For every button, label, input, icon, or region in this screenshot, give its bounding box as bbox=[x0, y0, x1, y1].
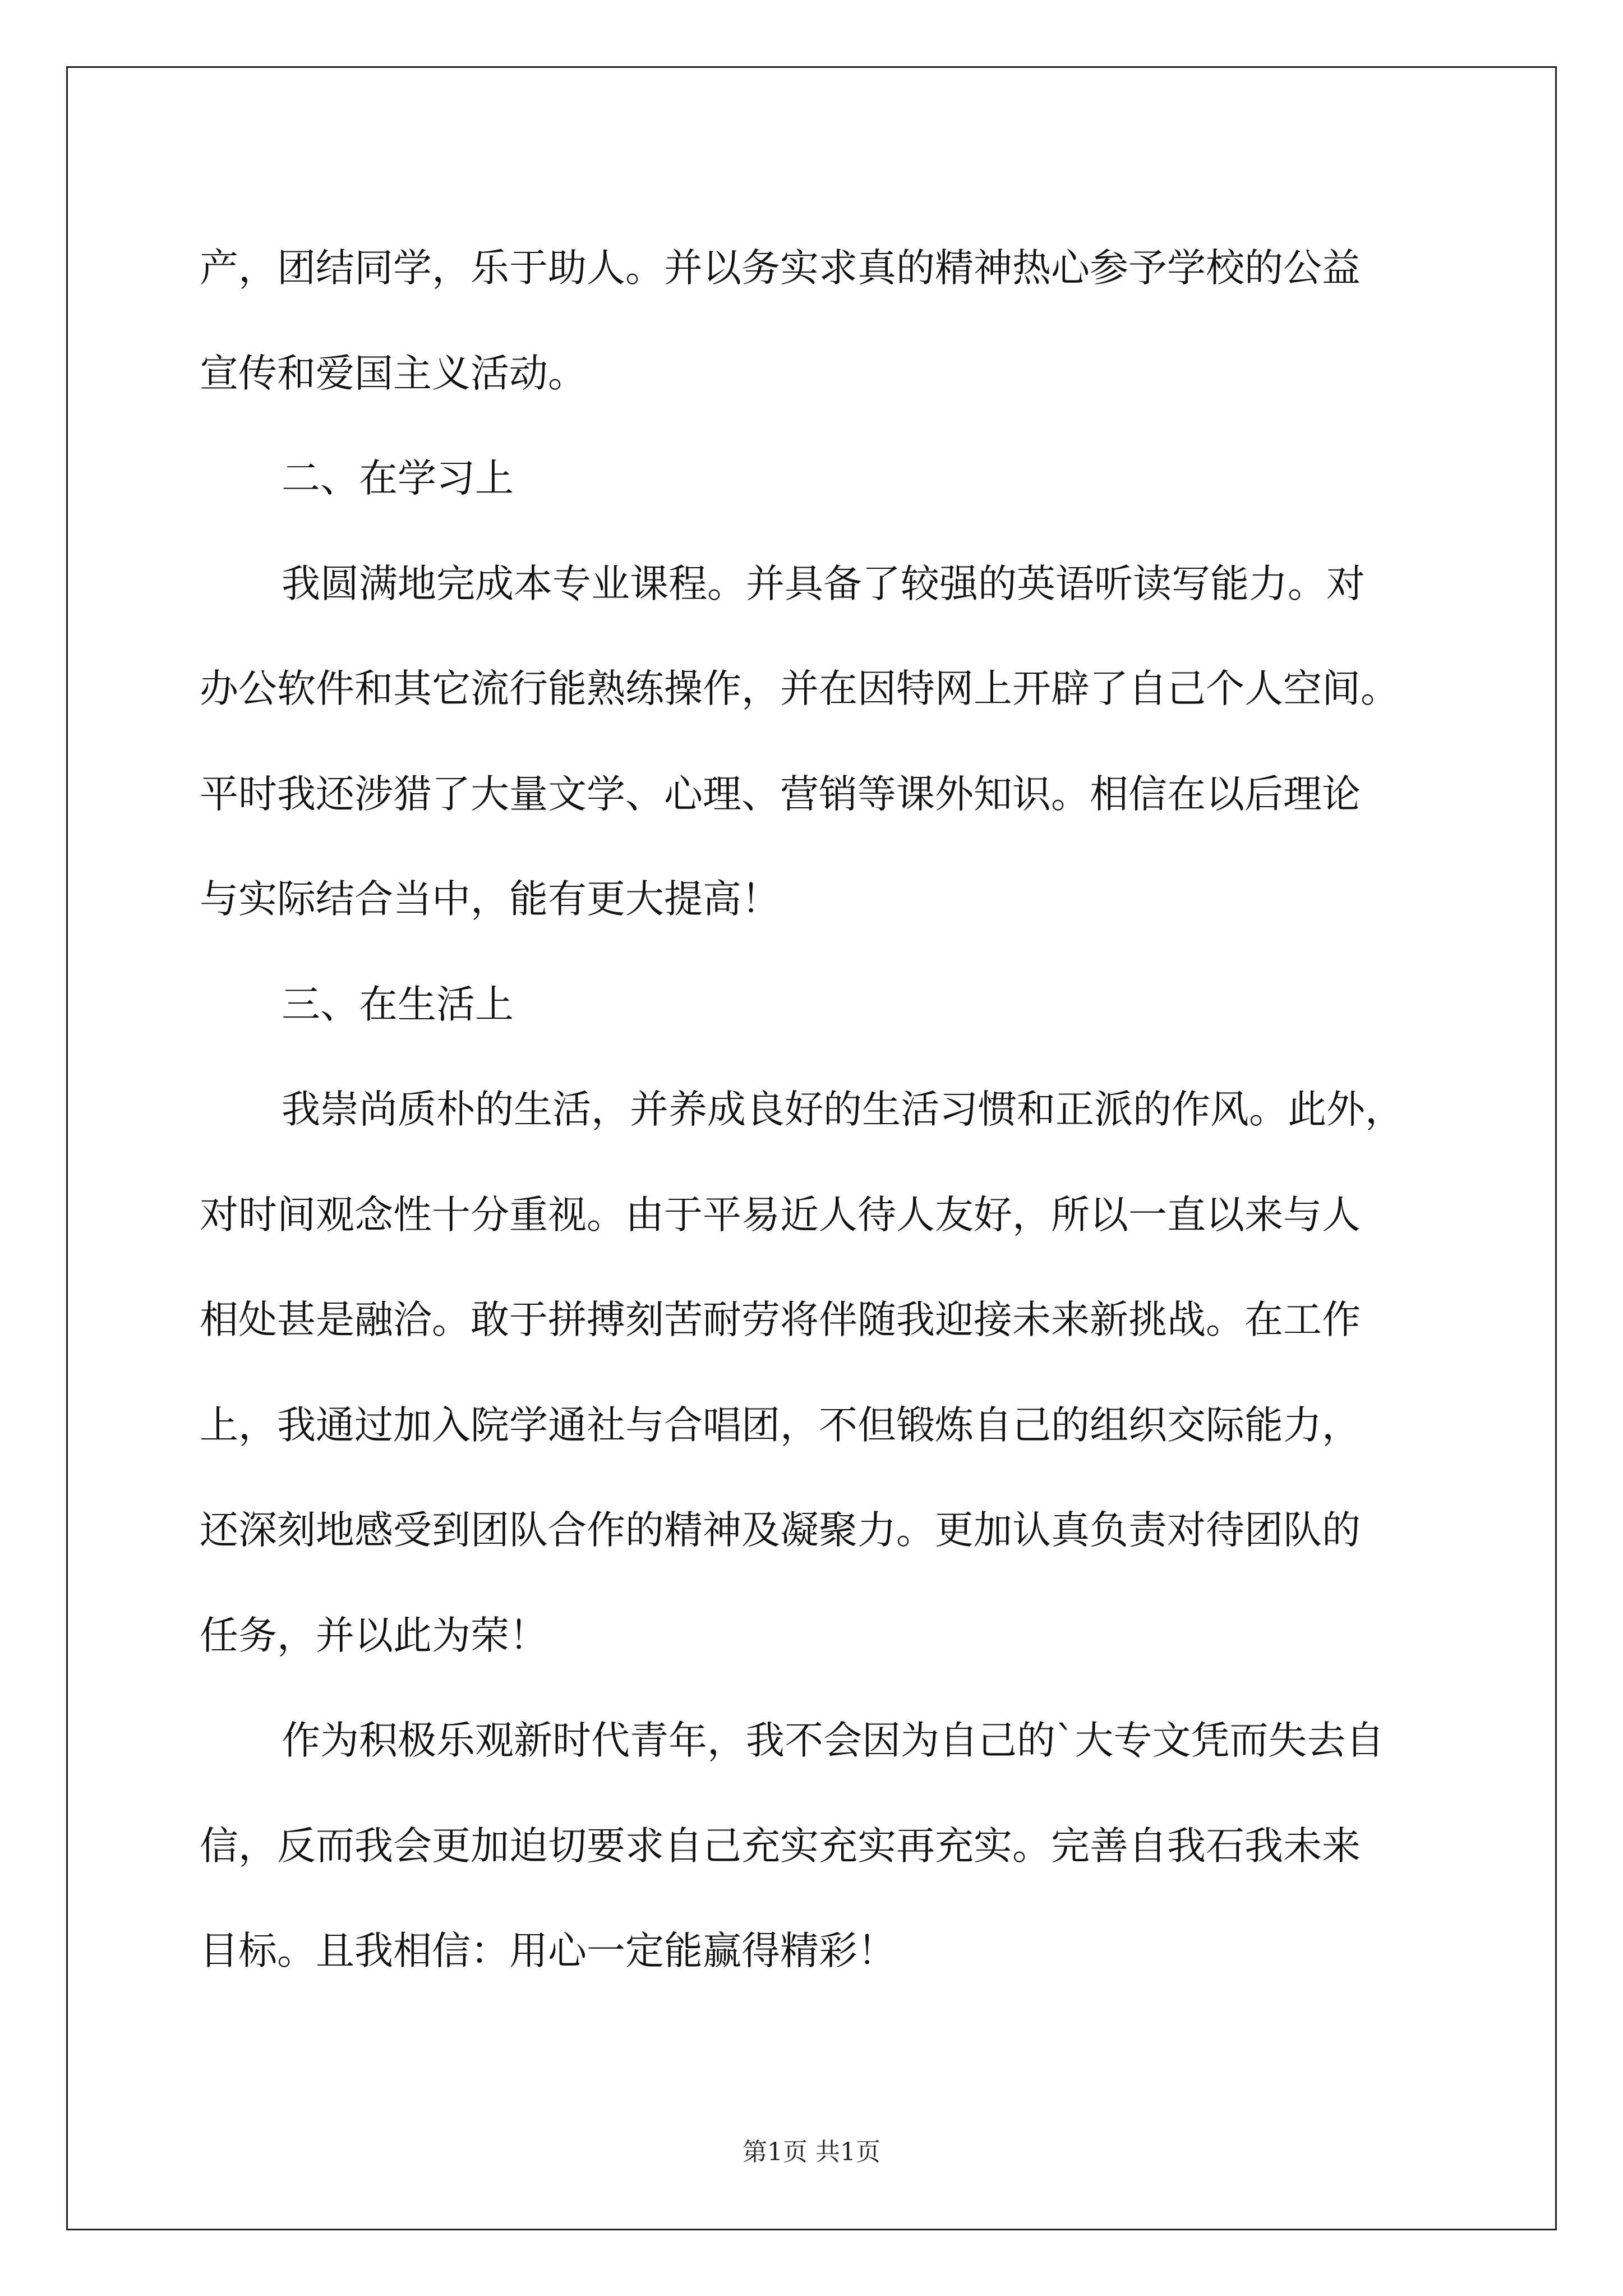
page-number-footer: 第1页 共1页 bbox=[743, 2138, 880, 2166]
text-line: 相处甚是融洽。敢于拼搏刻苦耐劳将伴随我迎接未来新挑战。在工作 bbox=[200, 1297, 1361, 1342]
text-line: 与实际结合当中，能有更大提高！ bbox=[200, 877, 780, 922]
text-line: 上，我通过加入院学通社与合唱团，不但锻炼自己的组织交际能力， bbox=[200, 1402, 1361, 1448]
text-line: 平时我还涉猎了大量文学、心理、营销等课外知识。相信在以后理论 bbox=[200, 771, 1361, 817]
text-line: 还深刻地感受到团队合作的精神及凝聚力。更加认真负责对待团队的 bbox=[200, 1508, 1361, 1553]
text-line: 对时间观念性十分重视。由于平易近人待人友好，所以一直以来与人 bbox=[200, 1192, 1361, 1237]
section-heading: 三、在生活上 bbox=[282, 982, 514, 1027]
text-line: 办公软件和其它流行能熟练操作，并在因特网上开辟了自己个人空间。 bbox=[200, 666, 1399, 711]
text-line: 作为积极乐观新时代青年，我不会因为自己的`大专文凭而失去自 bbox=[282, 1718, 1385, 1763]
text-line: 产，团结同学，乐于助人。并以务实求真的精神热心参予学校的公益 bbox=[200, 246, 1361, 291]
text-line: 任务，并以此为荣！ bbox=[200, 1613, 548, 1658]
text-line: 目标。且我相信：用心一定能赢得精彩！ bbox=[200, 1929, 896, 1973]
document-body bbox=[200, 216, 1422, 2004]
text-line: 宣传和爱国主义活动。 bbox=[200, 351, 587, 396]
text-line: 我圆满地完成本专业课程。并具备了较强的英语听读写能力。对 bbox=[282, 561, 1365, 606]
text-line: 我崇尚质朴的生活，并养成良好的生活习惯和正派的作风。此外， bbox=[282, 1087, 1404, 1132]
section-heading: 二、在学习上 bbox=[282, 456, 514, 501]
text-line: 信，反而我会更加迫切要求自己充实充实再充实。完善自我石我未来 bbox=[200, 1823, 1361, 1869]
